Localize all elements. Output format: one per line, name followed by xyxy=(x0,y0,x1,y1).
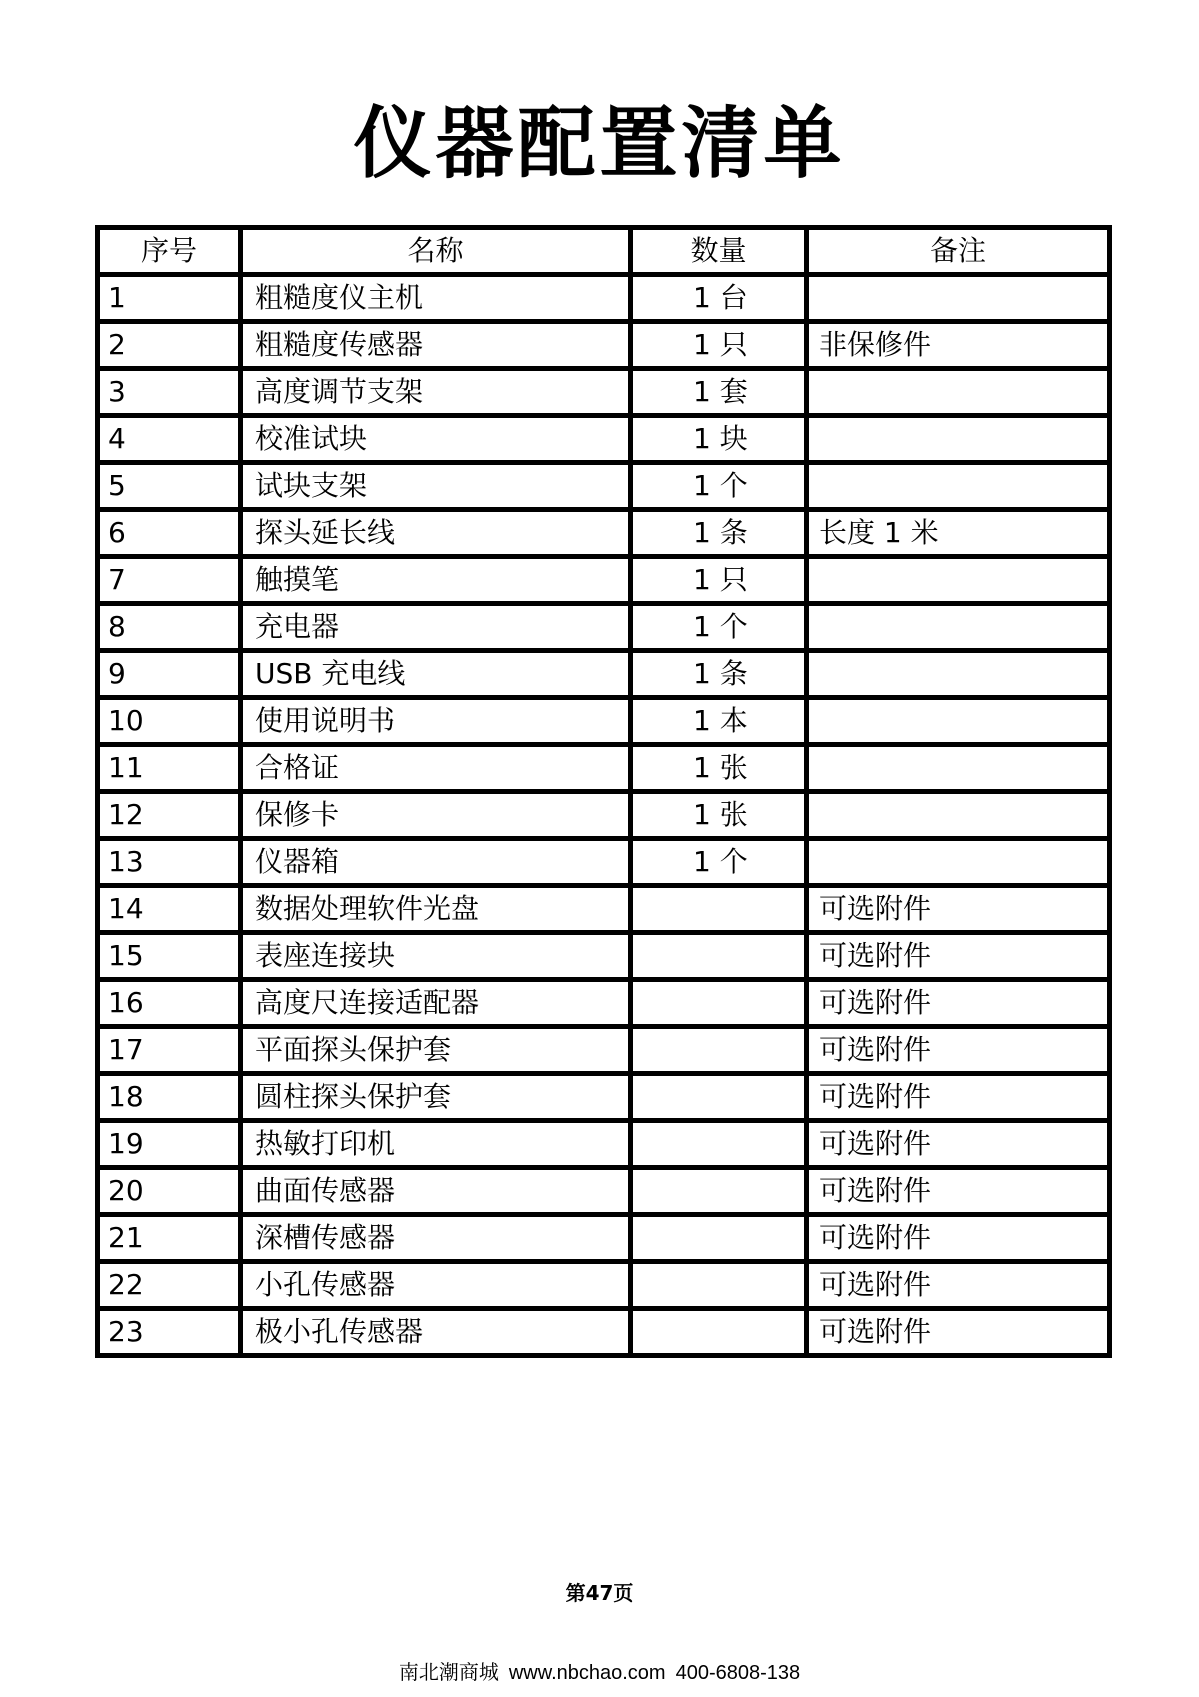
footer-website: www.nbchao.com xyxy=(508,1662,666,1684)
cell-no: 6 xyxy=(98,510,241,557)
cell-note xyxy=(807,463,1110,510)
cell-no: 16 xyxy=(98,980,241,1027)
header-qty: 数量 xyxy=(631,228,807,275)
footer xyxy=(0,1656,1199,1685)
cell-note xyxy=(807,698,1110,745)
table-row xyxy=(98,1215,1110,1262)
cell-qty xyxy=(631,1309,807,1356)
cell-note: 可选附件 xyxy=(807,1074,1110,1121)
table-row xyxy=(98,1168,1110,1215)
page-title: 仪器配置清单 xyxy=(353,99,846,189)
inventory-table xyxy=(95,225,1112,1358)
cell-note xyxy=(807,557,1110,604)
cell-note xyxy=(807,792,1110,839)
table-row xyxy=(98,1074,1110,1121)
cell-qty: 1 条 xyxy=(631,651,807,698)
table-row xyxy=(98,980,1110,1027)
header-note: 备注 xyxy=(807,228,1110,275)
cell-no: 7 xyxy=(98,557,241,604)
cell-name: 极小孔传感器 xyxy=(241,1309,631,1356)
table-row xyxy=(98,275,1110,322)
cell-note: 可选附件 xyxy=(807,1027,1110,1074)
cell-note: 可选附件 xyxy=(807,1121,1110,1168)
cell-no: 1 xyxy=(98,275,241,322)
cell-qty: 1 张 xyxy=(631,745,807,792)
cell-note xyxy=(807,651,1110,698)
cell-note: 可选附件 xyxy=(807,1168,1110,1215)
header-no: 序号 xyxy=(98,228,241,275)
cell-no: 19 xyxy=(98,1121,241,1168)
table-row xyxy=(98,933,1110,980)
table-row xyxy=(98,839,1110,886)
cell-qty: 1 张 xyxy=(631,792,807,839)
cell-name: USB 充电线 xyxy=(241,651,631,698)
cell-qty: 1 个 xyxy=(631,604,807,651)
cell-name: 粗糙度传感器 xyxy=(241,322,631,369)
cell-name: 圆柱探头保护套 xyxy=(241,1074,631,1121)
cell-no: 9 xyxy=(98,651,241,698)
cell-note xyxy=(807,275,1110,322)
cell-qty xyxy=(631,933,807,980)
table-row xyxy=(98,1309,1110,1356)
footer-brand: 南北潮商城 xyxy=(398,1662,499,1684)
cell-name: 触摸笔 xyxy=(241,557,631,604)
cell-note: 非保修件 xyxy=(807,322,1110,369)
cell-qty xyxy=(631,1027,807,1074)
cell-qty xyxy=(631,1168,807,1215)
cell-note: 可选附件 xyxy=(807,933,1110,980)
cell-qty xyxy=(631,1074,807,1121)
cell-name: 探头延长线 xyxy=(241,510,631,557)
cell-qty: 1 套 xyxy=(631,369,807,416)
table-row xyxy=(98,792,1110,839)
cell-no: 3 xyxy=(98,369,241,416)
cell-name: 平面探头保护套 xyxy=(241,1027,631,1074)
table-row xyxy=(98,1027,1110,1074)
cell-name: 高度尺连接适配器 xyxy=(241,980,631,1027)
table-row xyxy=(98,886,1110,933)
cell-qty: 1 只 xyxy=(631,557,807,604)
cell-no: 10 xyxy=(98,698,241,745)
cell-no: 22 xyxy=(98,1262,241,1309)
cell-name: 仪器箱 xyxy=(241,839,631,886)
cell-qty: 1 块 xyxy=(631,416,807,463)
cell-name: 曲面传感器 xyxy=(241,1168,631,1215)
inventory-table-container xyxy=(95,225,1107,1358)
cell-no: 18 xyxy=(98,1074,241,1121)
cell-name: 粗糙度仪主机 xyxy=(241,275,631,322)
cell-no: 23 xyxy=(98,1309,241,1356)
cell-note: 可选附件 xyxy=(807,886,1110,933)
cell-no: 8 xyxy=(98,604,241,651)
cell-no: 5 xyxy=(98,463,241,510)
cell-name: 校准试块 xyxy=(241,416,631,463)
cell-qty: 1 台 xyxy=(631,275,807,322)
cell-qty: 1 只 xyxy=(631,322,807,369)
table-row xyxy=(98,651,1110,698)
cell-note xyxy=(807,745,1110,792)
cell-note xyxy=(807,839,1110,886)
cell-qty xyxy=(631,1215,807,1262)
table-header-row xyxy=(98,228,1110,275)
table-row xyxy=(98,369,1110,416)
footer-phone: 400-6808-138 xyxy=(675,1662,801,1684)
cell-note xyxy=(807,604,1110,651)
table-row xyxy=(98,557,1110,604)
page-number: 第47页 xyxy=(565,1581,634,1605)
table-row xyxy=(98,463,1110,510)
cell-name: 表座连接块 xyxy=(241,933,631,980)
cell-no: 17 xyxy=(98,1027,241,1074)
table-row xyxy=(98,510,1110,557)
cell-qty xyxy=(631,980,807,1027)
cell-note: 可选附件 xyxy=(807,1262,1110,1309)
cell-no: 13 xyxy=(98,839,241,886)
cell-name: 高度调节支架 xyxy=(241,369,631,416)
cell-no: 12 xyxy=(98,792,241,839)
cell-note: 可选附件 xyxy=(807,980,1110,1027)
cell-no: 11 xyxy=(98,745,241,792)
table-body xyxy=(98,275,1110,1356)
cell-qty: 1 个 xyxy=(631,463,807,510)
cell-name: 小孔传感器 xyxy=(241,1262,631,1309)
cell-no: 14 xyxy=(98,886,241,933)
cell-qty xyxy=(631,886,807,933)
table-row xyxy=(98,1262,1110,1309)
cell-name: 试块支架 xyxy=(241,463,631,510)
cell-name: 深槽传感器 xyxy=(241,1215,631,1262)
table-row xyxy=(98,416,1110,463)
cell-no: 20 xyxy=(98,1168,241,1215)
cell-name: 合格证 xyxy=(241,745,631,792)
cell-name: 热敏打印机 xyxy=(241,1121,631,1168)
cell-note: 可选附件 xyxy=(807,1215,1110,1262)
cell-no: 21 xyxy=(98,1215,241,1262)
table-row xyxy=(98,698,1110,745)
header-name: 名称 xyxy=(241,228,631,275)
cell-note: 可选附件 xyxy=(807,1309,1110,1356)
cell-note xyxy=(807,416,1110,463)
table-row xyxy=(98,604,1110,651)
table-row xyxy=(98,1121,1110,1168)
cell-no: 4 xyxy=(98,416,241,463)
table-row xyxy=(98,322,1110,369)
cell-no: 2 xyxy=(98,322,241,369)
cell-note: 长度 1 米 xyxy=(807,510,1110,557)
cell-qty xyxy=(631,1262,807,1309)
cell-no: 15 xyxy=(98,933,241,980)
cell-name: 充电器 xyxy=(241,604,631,651)
cell-note xyxy=(807,369,1110,416)
table-row xyxy=(98,745,1110,792)
cell-qty: 1 个 xyxy=(631,839,807,886)
cell-name: 数据处理软件光盘 xyxy=(241,886,631,933)
cell-qty xyxy=(631,1121,807,1168)
cell-name: 保修卡 xyxy=(241,792,631,839)
cell-name: 使用说明书 xyxy=(241,698,631,745)
cell-qty: 1 条 xyxy=(631,510,807,557)
cell-qty: 1 本 xyxy=(631,698,807,745)
